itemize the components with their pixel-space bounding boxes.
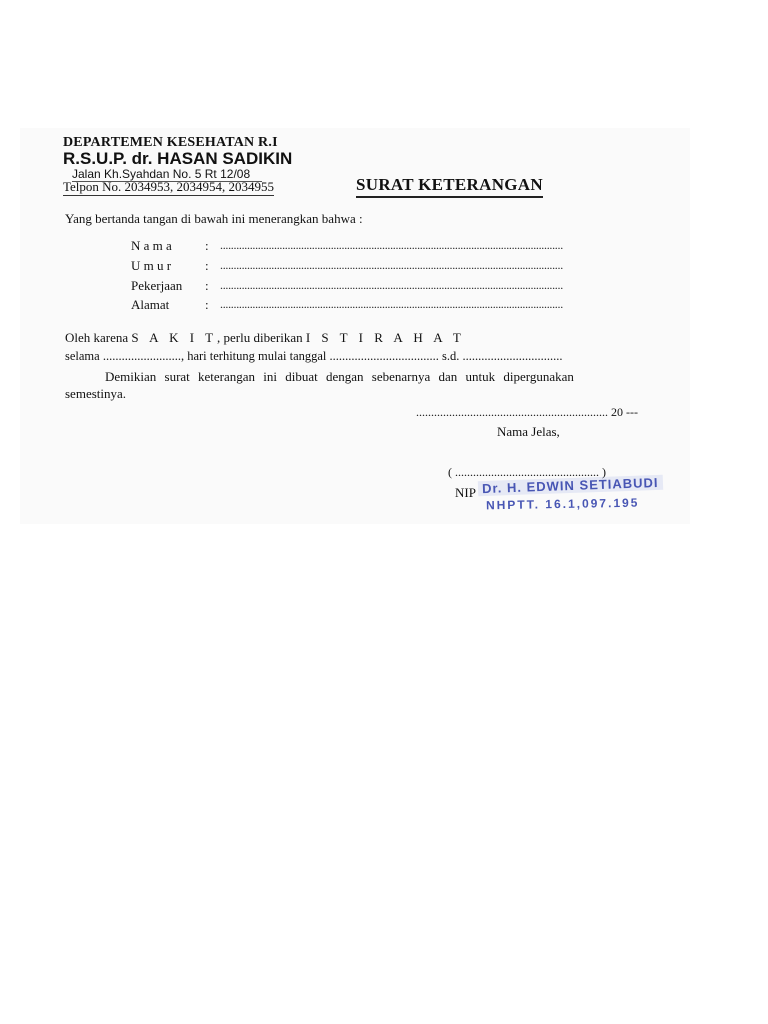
field-input-alamat[interactable]: ............................................................................................................................... bbox=[220, 297, 563, 311]
field-input-umur[interactable]: ............................................................................................................................... bbox=[220, 258, 563, 272]
sick-prefix: Oleh karena bbox=[65, 330, 132, 345]
name-label: Nama Jelas, bbox=[497, 424, 560, 439]
hospital-phone: Telpon No. 2034953, 2034954, 2034955 bbox=[63, 179, 275, 194]
field-colon: : bbox=[205, 278, 209, 293]
closing-continuation: semestinya. bbox=[65, 386, 127, 401]
closing-text: Demikian surat keterangan ini dibuat dengan sebenarnya dan untuk dipergunakan bbox=[105, 369, 574, 384]
duration-line[interactable]: selama ........................., hari terhitung mulai tanggal ................................... s.d. ................................ bbox=[65, 349, 563, 363]
date-line[interactable]: ................................................................ 20 --- bbox=[416, 405, 638, 419]
field-label-umur: U m u r bbox=[131, 258, 172, 273]
field-label-nama: N a m a bbox=[131, 238, 172, 253]
field-colon: : bbox=[205, 258, 209, 273]
intro-text: Yang bertanda tangan di bawah ini menerangkan bahwa : bbox=[65, 211, 363, 226]
document-title: SURAT KETERANGAN bbox=[356, 175, 543, 198]
field-label-alamat: Alamat bbox=[131, 297, 170, 312]
department-name: DEPARTEMEN KESEHATAN R.I bbox=[63, 135, 278, 150]
official-stamp-name: Dr. H. EDWIN SETIABUDI bbox=[478, 475, 663, 496]
field-input-pekerjaan[interactable]: ............................................................................................................................... bbox=[220, 278, 563, 292]
hospital-name: R.S.U.P. dr. HASAN SADIKIN bbox=[63, 149, 293, 168]
sick-leave-line bbox=[65, 330, 465, 346]
hospital-address: Jalan Kh.Syahdan No. 5 Rt 12/08 bbox=[72, 167, 262, 182]
field-colon: : bbox=[205, 297, 209, 312]
istirahat-word: I S T I R A H A T bbox=[305, 330, 465, 345]
sick-middle: , perlu diberikan bbox=[217, 330, 306, 345]
sakit-word: S A K I T bbox=[131, 330, 218, 345]
official-stamp-nip: NHPTT. 16.1,097.195 bbox=[485, 495, 640, 513]
nip-label: NIP bbox=[455, 485, 476, 500]
signature-name-line[interactable]: ( ................................................ ) bbox=[448, 465, 606, 479]
field-input-nama[interactable]: ............................................................................................................................... bbox=[220, 238, 563, 252]
field-colon: : bbox=[205, 238, 209, 253]
field-label-pekerjaan: Pekerjaan bbox=[131, 278, 183, 293]
